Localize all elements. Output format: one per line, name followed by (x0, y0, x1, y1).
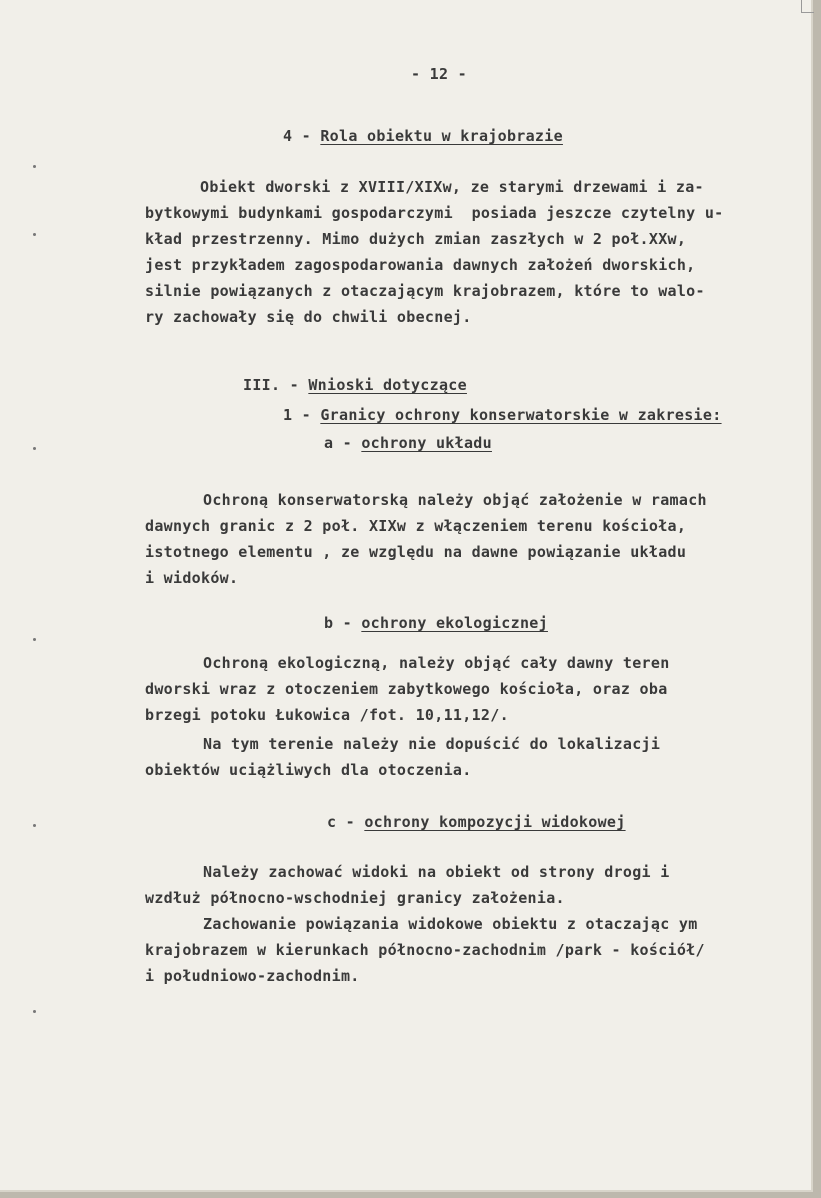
corner-mark (801, 0, 814, 13)
page-number: - 12 - (411, 65, 467, 83)
margin-hole-mark (33, 233, 36, 236)
paragraph-line: ry zachowały się do chwili obecnej. (145, 308, 472, 326)
paragraph-line: Należy zachować widoki na obiekt od strony drogi i (203, 863, 670, 881)
paragraph-line: obiektów uciążliwych dla otoczenia. (145, 761, 472, 779)
heading-number: III. - (243, 376, 309, 394)
heading-number: c - (327, 813, 365, 831)
subsection-a-heading (324, 433, 492, 453)
subsection-b-heading (324, 613, 548, 633)
paragraph-line: Na tym terenie należy nie dopuścić do lokalizacji (203, 735, 661, 753)
heading-number: b - (324, 614, 362, 632)
paragraph-line: bytkowymi budynkami gospodarczymi posiada jeszcze czytelny u- (145, 204, 724, 222)
heading-text: Granicy ochrony konserwatorskie w zakresie: (320, 406, 722, 424)
heading-text: ochrony ekologicznej (361, 614, 548, 632)
section-4-heading (283, 126, 563, 146)
paragraph-line: silnie powiązanych z otaczającym krajobrazem, które to walo- (145, 282, 705, 300)
margin-hole-mark (33, 638, 36, 641)
heading-text: Wnioski dotyczące (308, 376, 467, 394)
paragraph-line: Ochroną konserwatorską należy objąć założenie w ramach (203, 491, 707, 509)
heading-text: ochrony układu (361, 434, 492, 452)
section-3-heading (243, 375, 467, 395)
margin-hole-mark (33, 447, 36, 450)
paragraph-line: krajobrazem w kierunkach północno-zachodnim /park - kościół/ (145, 941, 705, 959)
paragraph-line: dawnych granic z 2 poł. XIXw z włączeniem terenu kościoła, (145, 517, 687, 535)
heading-text: ochrony kompozycji widokowej (364, 813, 626, 831)
margin-hole-mark (33, 824, 36, 827)
paragraph-line: dworski wraz z otoczeniem zabytkowego kościoła, oraz oba (145, 680, 668, 698)
paragraph-line: wzdłuż północno-wschodniej granicy założenia. (145, 889, 565, 907)
paragraph-line: brzegi potoku Łukowica /fot. 10,11,12/. (145, 706, 509, 724)
heading-number: 1 - (283, 406, 321, 424)
paragraph-line: i widoków. (145, 569, 239, 587)
paragraph-line: Zachowanie powiązania widokowe obiektu z otaczając ym (203, 915, 698, 933)
margin-hole-mark (33, 1010, 36, 1013)
heading-number: 4 - (283, 127, 321, 145)
heading-number: a - (324, 434, 362, 452)
heading-text: Rola obiektu w krajobrazie (320, 127, 563, 145)
margin-hole-mark (33, 165, 36, 168)
paragraph-line: Ochroną ekologiczną, należy objąć cały dawny teren (203, 654, 670, 672)
paragraph-line: Obiekt dworski z XVIII/XIXw, ze starymi drzewami i za- (200, 178, 704, 196)
subsection-c-heading (327, 812, 626, 832)
paragraph-line: i południowo-zachodnim. (145, 967, 360, 985)
paragraph-line: jest przykładem zagospodarowania dawnych założeń dworskich, (145, 256, 696, 274)
paragraph-line: istotnego elementu , ze względu na dawne powiązanie układu (145, 543, 687, 561)
paragraph-line: kład przestrzenny. Mimo dużych zmian zaszłych w 2 poł.XXw, (145, 230, 687, 248)
subsection-1-heading (283, 405, 722, 425)
